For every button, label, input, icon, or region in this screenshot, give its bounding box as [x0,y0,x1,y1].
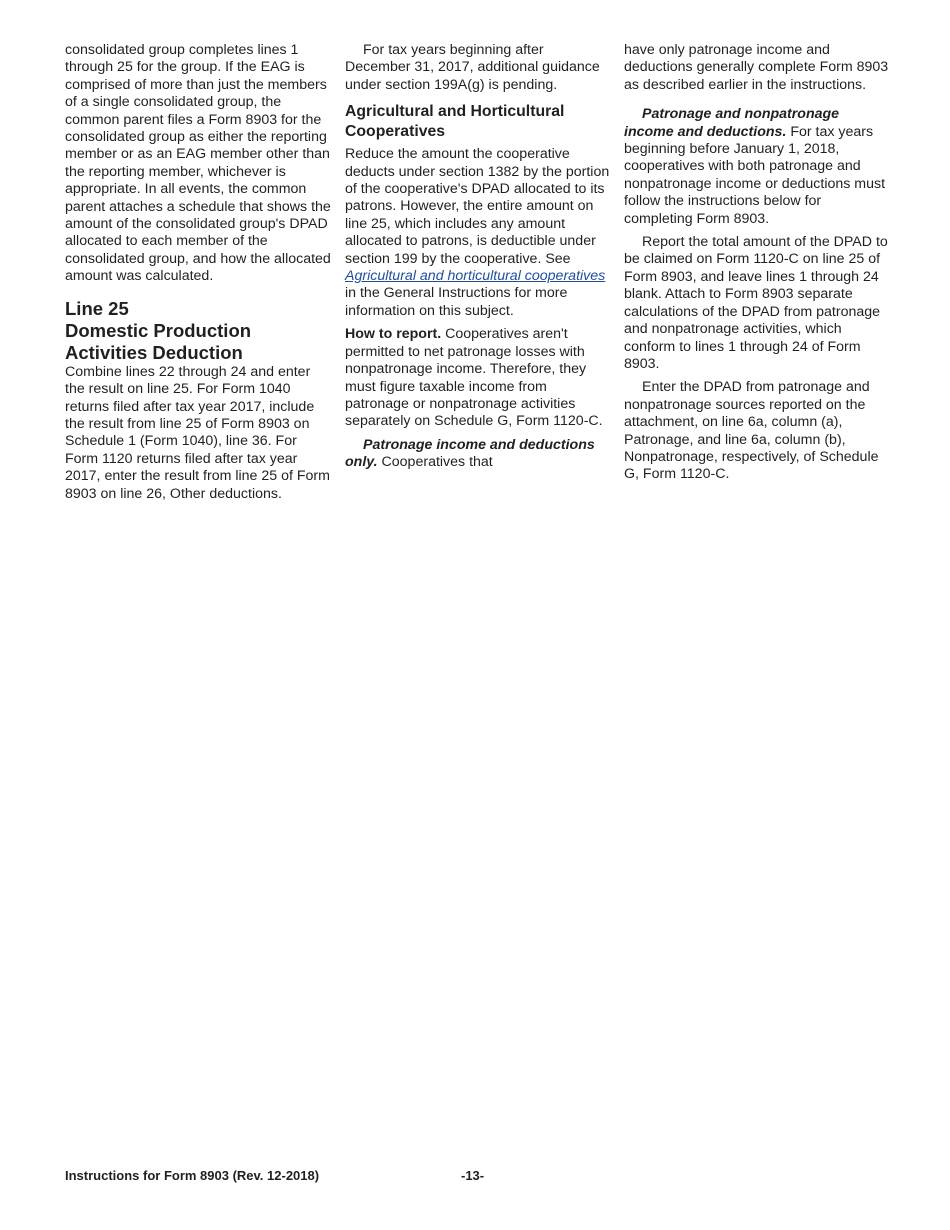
runin-patronage-and-nonpatronage: Patronage and nonpatronage income and deductions. [624,106,840,140]
text-cooperatives-outro: in the General Instructions for more information on this subject. [345,285,568,319]
section-heading-cooperatives: Agricultural and Horticultural Cooperatives [345,103,565,141]
heading-dpad-title: Domestic Production Activities Deduction [65,319,252,363]
paragraph-consolidated-group: consolidated group completes lines 1 through 25 for the group. If the EAG is comprised of more than just the members of a single consolidated group, the common parent files a Form 8903 for the consolidated group as either the reporting member or as an EAG member other than the reporting member, whichever is appropriate. In all events, the common parent attaches a schedule that shows the amount of the consolidated group's DPAD allocated to each member of the consolidated group, and how the allocated amount was calculated. [65,42,331,285]
runin-patronage-only: Patronage income and deductions only. [345,436,595,471]
paragraph-enter-dpad: Enter the DPAD from patronage and nonpatronage sources reported on the attachment, on line 6a, column (a), Patronage, and line 6a, column (b), Nonpatronage, respectively, of Schedule G, Form 1120-C. [624,379,879,483]
column-middle [345,42,611,478]
link-agricultural-cooperatives[interactable]: Agricultural and horticultural cooperatives [345,268,606,285]
runin-how-to-report: How to report. [345,326,442,343]
paragraph-report-total-dpad: Report the total amount of the DPAD to be claimed on Form 1120-C on line 25 of Form 8903, and leave lines 1 through 24 blank. Attach to Form 8903 separate calculations of the DPAD from patronage and nonpatronage activities, which conform to lines 1 through 24 of Form 8903. [624,234,888,372]
text-how-to-report: Cooperatives aren't permitted to net patronage losses with nonpatronage income. Therefore, they must figure taxable income from patronage or nonpatronage activities separately on Schedule G, Form 1120-C. [345,326,603,430]
footer-form-title: Instructions for Form 8903 (Rev. 12-2018) [65,1168,320,1183]
paragraph-how-to-report [345,326,611,430]
paragraph-section-199a-guidance: For tax years beginning after December 31, 2017, additional guidance under section 199A(g) is pending. [345,42,600,93]
paragraph-patronage-only [345,437,611,472]
paragraph-patronage-only-continued: have only patronage income and deductions generally complete Form 8903 as described earlier in the instructions. [624,42,889,93]
text-cooperatives-intro: Reduce the amount the cooperative deducts under section 1382 by the portion of the cooperative's DPAD allocated to its patrons. However, the entire amount on line 25, which includes any amount allocated to patrons, is deductible under section 199 by the cooperative. See [345,146,610,267]
column-right [624,42,890,490]
column-left [65,42,331,509]
footer-page-number: -13- [461,1168,485,1183]
paragraph-cooperatives [345,146,611,320]
paragraph-patronage-and-nonpatronage [624,106,890,228]
paragraph-line-25: Combine lines 22 through 24 and enter the result on line 25. For Form 1040 returns filed after tax year 2017, include the result from line 25 of Form 8903 on Schedule 1 (Form 1040), line 36. For Form 1120 returns filed after tax year 2017, enter the result from line 25 of Form 8903 on line 26, Other deductions. [65,363,330,502]
text-patronage-only: Cooperatives that [377,454,493,471]
section-heading-line-25 [65,298,331,364]
text-patronage-and-nonpatronage: For tax years beginning before January 1, 2018, cooperatives with both patronage and nonpatronage income or deductions must follow the instructions below for completing Form 8903. [624,123,886,227]
heading-line-25-label: Line 25 [65,297,129,319]
